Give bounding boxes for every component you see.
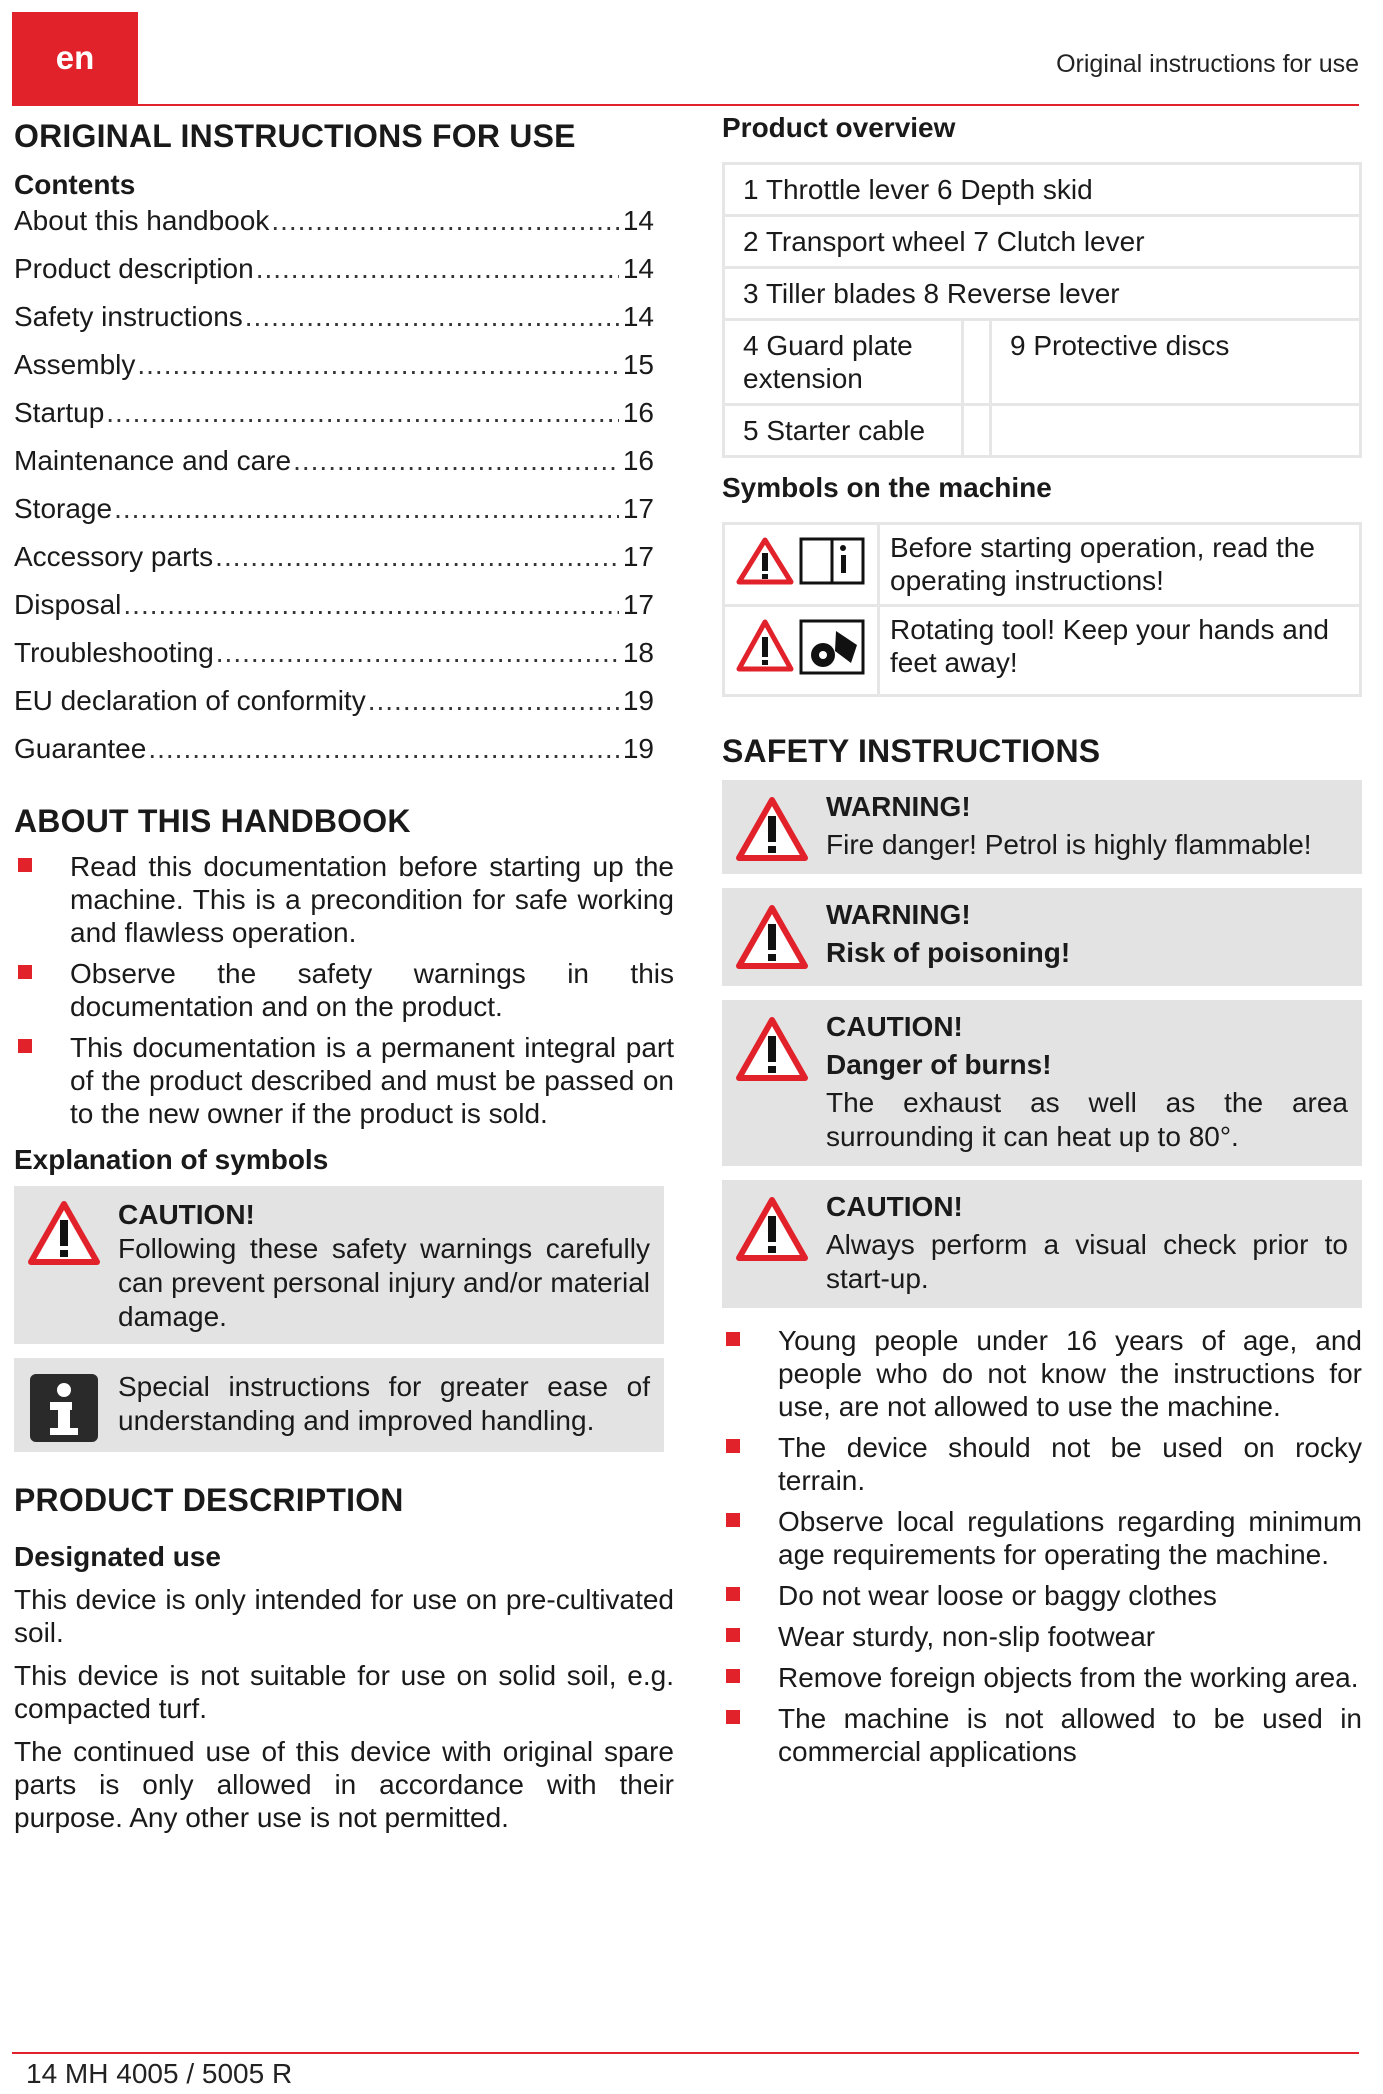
toc-leader-dots (293, 445, 619, 477)
warning-subtitle: Danger of burns! (826, 1049, 1052, 1080)
toc-leader-dots (114, 493, 619, 525)
bullet-item (722, 1579, 1362, 1612)
info-icon (28, 1372, 100, 1452)
toc-entry-title: Safety instructions (14, 301, 243, 332)
bullet-text: Wear sturdy, non-slip footwear (778, 1621, 1156, 1652)
warning-text: Always perform a visual check prior to start-up. (826, 1229, 1348, 1294)
bullet-item (722, 1505, 1362, 1571)
warning-box (722, 1000, 1362, 1166)
toc-entry-title: Guarantee (14, 733, 147, 764)
red-square-bullet-icon (726, 1587, 740, 1601)
toc-entry-page: 14 (622, 253, 654, 284)
product-description-heading: PRODUCT DESCRIPTION (14, 1482, 404, 1518)
bullet-text: The machine is not allowed to be used in commercial applications (778, 1703, 1362, 1767)
paragraph: This device is not suitable for use on solid soil, e.g. compacted turf. (14, 1660, 674, 1724)
bullet-item (722, 1620, 1362, 1653)
symbol-description: Before starting operation, read the operating instructions! (879, 524, 1361, 606)
overview-cell-spacer (963, 405, 991, 457)
product-overview-table (722, 162, 1362, 458)
red-square-bullet-icon (18, 858, 32, 872)
bullet-item (722, 1324, 1362, 1423)
toc-entry[interactable] (14, 253, 654, 301)
toc-entry-page: 16 (622, 445, 654, 476)
machine-symbols-table (722, 522, 1362, 697)
toc-entry[interactable] (14, 637, 654, 685)
bullet-text: Observe the safety warnings in this documentation and on the product. (70, 958, 674, 1022)
toc-entry[interactable] (14, 301, 654, 349)
about-bullet-list (14, 850, 674, 1130)
warning-triangle-icon (736, 1196, 808, 1270)
warning-label: WARNING! (826, 899, 971, 930)
toc-leader-dots (123, 589, 618, 621)
toc-entry-title: Assembly (14, 349, 136, 380)
warning-box (722, 1180, 1362, 1308)
paragraph: The continued use of this device with original spare parts is only allowed in accordance with their purpose. Any other use is not permitted. (14, 1736, 674, 1833)
toc-leader-dots (216, 637, 619, 669)
toc-leader-dots (148, 733, 619, 765)
toc-entry-title: About this handbook (14, 205, 270, 236)
red-square-bullet-icon (726, 1513, 740, 1527)
contents-heading: Contents (14, 169, 136, 200)
bullet-item (14, 850, 674, 949)
footer-divider (12, 2052, 1359, 2054)
overview-row (724, 268, 1361, 320)
safety-heading: SAFETY INSTRUCTIONS (722, 733, 1101, 769)
warning-text: Fire danger! Petrol is highly flammable! (826, 829, 1312, 860)
toc-entry[interactable] (14, 445, 654, 493)
toc-entry-title: EU declaration of conformity (14, 685, 366, 716)
toc-entry[interactable] (14, 397, 654, 445)
language-tab (12, 12, 138, 104)
warning-box (722, 888, 1362, 986)
overview-row (724, 405, 1361, 457)
warning-triangle-icon (736, 904, 808, 978)
designated-use-text (14, 1583, 674, 1834)
right-column (722, 110, 1362, 1776)
bullet-text: Read this documentation before starting up the machine. This is a precondition for safe working and flawless operation. (70, 851, 674, 948)
toc-entry[interactable] (14, 733, 654, 781)
red-square-bullet-icon (18, 965, 32, 979)
overview-cell-left: 1 Throttle lever 6 Depth skid (724, 164, 1361, 216)
warning-triangle-icon (736, 796, 808, 870)
symbol-description: Rotating tool! Keep your hands and feet away! (879, 606, 1361, 696)
toc-entry-page: 17 (622, 589, 654, 620)
info-note (14, 1358, 664, 1452)
toc-entry-page: 14 (622, 205, 654, 236)
overview-cell-left: 2 Transport wheel 7 Clutch lever (724, 216, 1361, 268)
bullet-text: Observe local regulations regarding minimum age requirements for operating the machine. (778, 1506, 1362, 1570)
symbol-row (724, 524, 1361, 606)
bullet-text: Do not wear loose or baggy clothes (778, 1580, 1217, 1611)
red-square-bullet-icon (726, 1669, 740, 1683)
language-label: en (55, 39, 95, 76)
document-title: ORIGINAL INSTRUCTIONS FOR USE (14, 118, 576, 154)
overview-row (724, 320, 1361, 405)
bullet-item (722, 1702, 1362, 1768)
symbol-icon-cell (724, 606, 879, 696)
toc-entry-page: 17 (622, 541, 654, 572)
bullet-item (14, 957, 674, 1023)
warning-label: WARNING! (826, 791, 971, 822)
left-column (14, 112, 674, 1844)
rotating-tool-icon (731, 652, 871, 683)
toc-entry-page: 16 (622, 397, 654, 428)
designated-use-heading: Designated use (14, 1541, 221, 1572)
symbols-heading: Explanation of symbols (14, 1144, 329, 1175)
toc-entry-page: 18 (622, 637, 654, 668)
bullet-item (722, 1431, 1362, 1497)
warning-subtitle: Risk of poisoning! (826, 937, 1071, 968)
toc-leader-dots (106, 397, 619, 429)
running-header: Original instructions for use (1056, 50, 1359, 78)
bullet-item (14, 1031, 674, 1130)
toc-entry[interactable] (14, 205, 654, 253)
red-square-bullet-icon (726, 1332, 740, 1346)
about-heading: ABOUT THIS HANDBOOK (14, 803, 411, 839)
toc-entry-title: Startup (14, 397, 105, 428)
info-text: Special instructions for greater ease of understanding and improved handling. (118, 1371, 650, 1436)
warning-triangle-icon (28, 1200, 100, 1274)
bullet-text: The device should not be used on rocky terrain. (778, 1432, 1362, 1496)
bullet-text: Remove foreign objects from the working area. (778, 1662, 1359, 1693)
bullet-item (722, 1661, 1362, 1694)
toc-entry-page: 19 (622, 685, 654, 716)
toc-entry-page: 15 (622, 349, 654, 380)
toc-entry-page: 14 (622, 301, 654, 332)
header-divider (12, 104, 1359, 106)
caution-text: Following these safety warnings carefully can prevent personal injury and/or material damage. (118, 1233, 650, 1332)
warning-boxes (722, 780, 1362, 1308)
toc-entry-title: Troubleshooting (14, 637, 214, 668)
toc-entry[interactable] (14, 589, 654, 637)
warning-label: CAUTION! (826, 1191, 963, 1222)
toc-entry[interactable] (14, 349, 654, 397)
toc-entry-title: Accessory parts (14, 541, 214, 572)
red-square-bullet-icon (726, 1628, 740, 1642)
table-of-contents (14, 205, 674, 781)
toc-leader-dots (137, 349, 618, 381)
overview-row (724, 164, 1361, 216)
toc-leader-dots (245, 301, 619, 333)
caution-note (14, 1186, 664, 1344)
toc-entry[interactable] (14, 685, 654, 733)
bullet-text: Young people under 16 years of age, and people who do not know the instructions for use, are not allowed to use the machine. (778, 1325, 1362, 1422)
toc-leader-dots (215, 541, 619, 573)
warning-text: The exhaust as well as the area surrounding it can heat up to 80°. (826, 1087, 1348, 1152)
warning-label: CAUTION! (826, 1011, 963, 1042)
symbol-row (724, 606, 1361, 696)
machine-symbols-heading: Symbols on the machine (722, 472, 1052, 503)
overview-heading: Product overview (722, 112, 956, 143)
toc-entry-title: Maintenance and care (14, 445, 292, 476)
red-square-bullet-icon (726, 1439, 740, 1453)
read-manual-icon (731, 562, 871, 593)
overview-cell-left: 4 Guard plate extension (724, 320, 963, 405)
red-square-bullet-icon (18, 1039, 32, 1053)
toc-entry-title: Product description (14, 253, 254, 284)
symbol-icon-cell (724, 524, 879, 606)
overview-cell-spacer (963, 320, 991, 405)
overview-cell-right: 9 Protective discs (991, 320, 1361, 405)
warning-box (722, 780, 1362, 874)
red-square-bullet-icon (726, 1710, 740, 1724)
overview-cell-left: 5 Starter cable (724, 405, 963, 457)
footer-page-label: 14 MH 4005 / 5005 R (26, 2058, 293, 2089)
toc-entry-page: 19 (622, 733, 654, 764)
toc-leader-dots (368, 685, 619, 717)
toc-entry-page: 17 (622, 493, 654, 524)
toc-entry-title: Storage (14, 493, 113, 524)
toc-entry-title: Disposal (14, 589, 122, 620)
toc-entry[interactable] (14, 541, 654, 589)
paragraph: This device is only intended for use on pre-cultivated soil. (14, 1584, 674, 1648)
toc-leader-dots (271, 205, 619, 237)
overview-cell-right (991, 405, 1361, 457)
toc-entry[interactable] (14, 493, 654, 541)
safety-bullet-list (722, 1324, 1362, 1768)
warning-triangle-icon (736, 1016, 808, 1090)
overview-cell-left: 3 Tiller blades 8 Reverse lever (724, 268, 1361, 320)
overview-row (724, 216, 1361, 268)
caution-label: CAUTION! (118, 1199, 255, 1230)
toc-leader-dots (256, 253, 619, 285)
bullet-text: This documentation is a permanent integral part of the product described and must be passed on to the new owner if the product is sold. (70, 1032, 674, 1129)
